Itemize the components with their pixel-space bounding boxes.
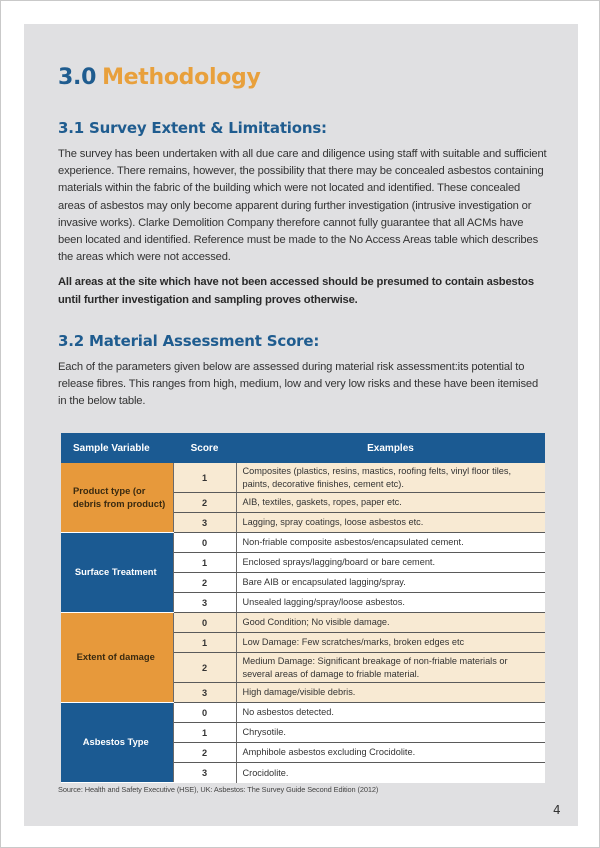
score-cell: 0 bbox=[173, 613, 236, 633]
example-cell: Good Condition; No visible damage. bbox=[236, 613, 545, 633]
example-cell: High damage/visible debris. bbox=[236, 683, 545, 703]
example-cell: Enclosed sprays/lagging/board or bare cement. bbox=[236, 553, 545, 573]
section-heading bbox=[58, 65, 261, 90]
survey-extent-paragraph: The survey has been undertaken with all due care and diligence using staff with suitable and sufficient experience. There remains, however, the possibility that there may be concealed asbestos containing materials within the fabric of the building which were not located and identified. These concealed areas of asbestos may only become apparent during further investigation (intrusive investigation or invasive works). Clarke Demolition Company therefore cannot fully guarantee that all ACMs have been located and identified. Reference must be made to the No Access Areas table which describes the areas which were not accessed. bbox=[58, 148, 547, 264]
presumption-statement: All areas at the site which have not been accessed should be presumed to contain asbestos until further investigation and sampling proves otherwise. bbox=[58, 276, 534, 306]
score-cell: 2 bbox=[173, 573, 236, 593]
score-cell: 0 bbox=[173, 533, 236, 553]
score-cell: 3 bbox=[173, 513, 236, 533]
score-cell: 3 bbox=[173, 683, 236, 703]
page-number: 4 bbox=[553, 803, 561, 817]
score-cell: 3 bbox=[173, 763, 236, 783]
score-cell: 2 bbox=[173, 493, 236, 513]
score-cell: 1 bbox=[173, 463, 236, 493]
subsection-title-survey-extent: 3.1 Survey Extent & Limitations: bbox=[58, 119, 327, 137]
score-cell: 0 bbox=[173, 703, 236, 723]
header-examples: Examples bbox=[236, 433, 545, 463]
example-cell: Non-friable composite asbestos/encapsulated cement. bbox=[236, 533, 545, 553]
header-score: Score bbox=[173, 433, 236, 463]
score-cell: 1 bbox=[173, 553, 236, 573]
source-citation: Source: Health and Safety Executive (HSE), UK: Asbestos: The Survey Guide Second Edition (2012) bbox=[58, 785, 379, 794]
example-cell: Low Damage: Few scratches/marks, broken edges etc bbox=[236, 633, 545, 653]
example-cell: Composites (plastics, resins, mastics, roofing felts, vinyl floor tiles, paints, decorative finishes, cement etc). bbox=[236, 463, 545, 493]
example-cell: Chrysotile. bbox=[236, 723, 545, 743]
subsection-title-material-assessment: 3.2 Material Assessment Score: bbox=[58, 332, 320, 350]
variable-product-type: Product type (or debris from product) bbox=[61, 463, 173, 533]
score-cell: 3 bbox=[173, 593, 236, 613]
variable-surface-treatment: Surface Treatment bbox=[61, 533, 173, 613]
material-assessment-paragraph: Each of the parameters given below are assessed during material risk assessment:its potential to release fibres. This ranges from high, medium, low and very low risks and these have been itemised in the below table. bbox=[58, 361, 539, 408]
table-row bbox=[61, 613, 545, 633]
example-cell: No asbestos detected. bbox=[236, 703, 545, 723]
score-cell: 1 bbox=[173, 633, 236, 653]
score-cell: 2 bbox=[173, 743, 236, 763]
material-assessment-table bbox=[61, 433, 545, 783]
section-title: Methodology bbox=[102, 65, 261, 90]
example-cell: Amphibole asbestos excluding Crocidolite. bbox=[236, 743, 545, 763]
score-cell: 2 bbox=[173, 653, 236, 683]
table-row bbox=[61, 703, 545, 723]
table-header-row bbox=[61, 433, 545, 463]
example-cell: AIB, textiles, gaskets, ropes, paper etc. bbox=[236, 493, 545, 513]
example-cell: Bare AIB or encapsulated lagging/spray. bbox=[236, 573, 545, 593]
score-cell: 1 bbox=[173, 723, 236, 743]
table-row bbox=[61, 533, 545, 553]
variable-asbestos-type: Asbestos Type bbox=[61, 703, 173, 783]
example-cell: Unsealed lagging/spray/loose asbestos. bbox=[236, 593, 545, 613]
example-cell: Crocidolite. bbox=[236, 763, 545, 783]
variable-extent-of-damage: Extent of damage bbox=[61, 613, 173, 703]
example-cell: Lagging, spray coatings, loose asbestos etc. bbox=[236, 513, 545, 533]
header-sample-variable: Sample Variable bbox=[61, 433, 173, 463]
table-row bbox=[61, 463, 545, 493]
example-cell: Medium Damage: Significant breakage of non-friable materials or several areas of damage to friable material. bbox=[236, 653, 545, 683]
section-number: 3.0 bbox=[58, 65, 97, 90]
